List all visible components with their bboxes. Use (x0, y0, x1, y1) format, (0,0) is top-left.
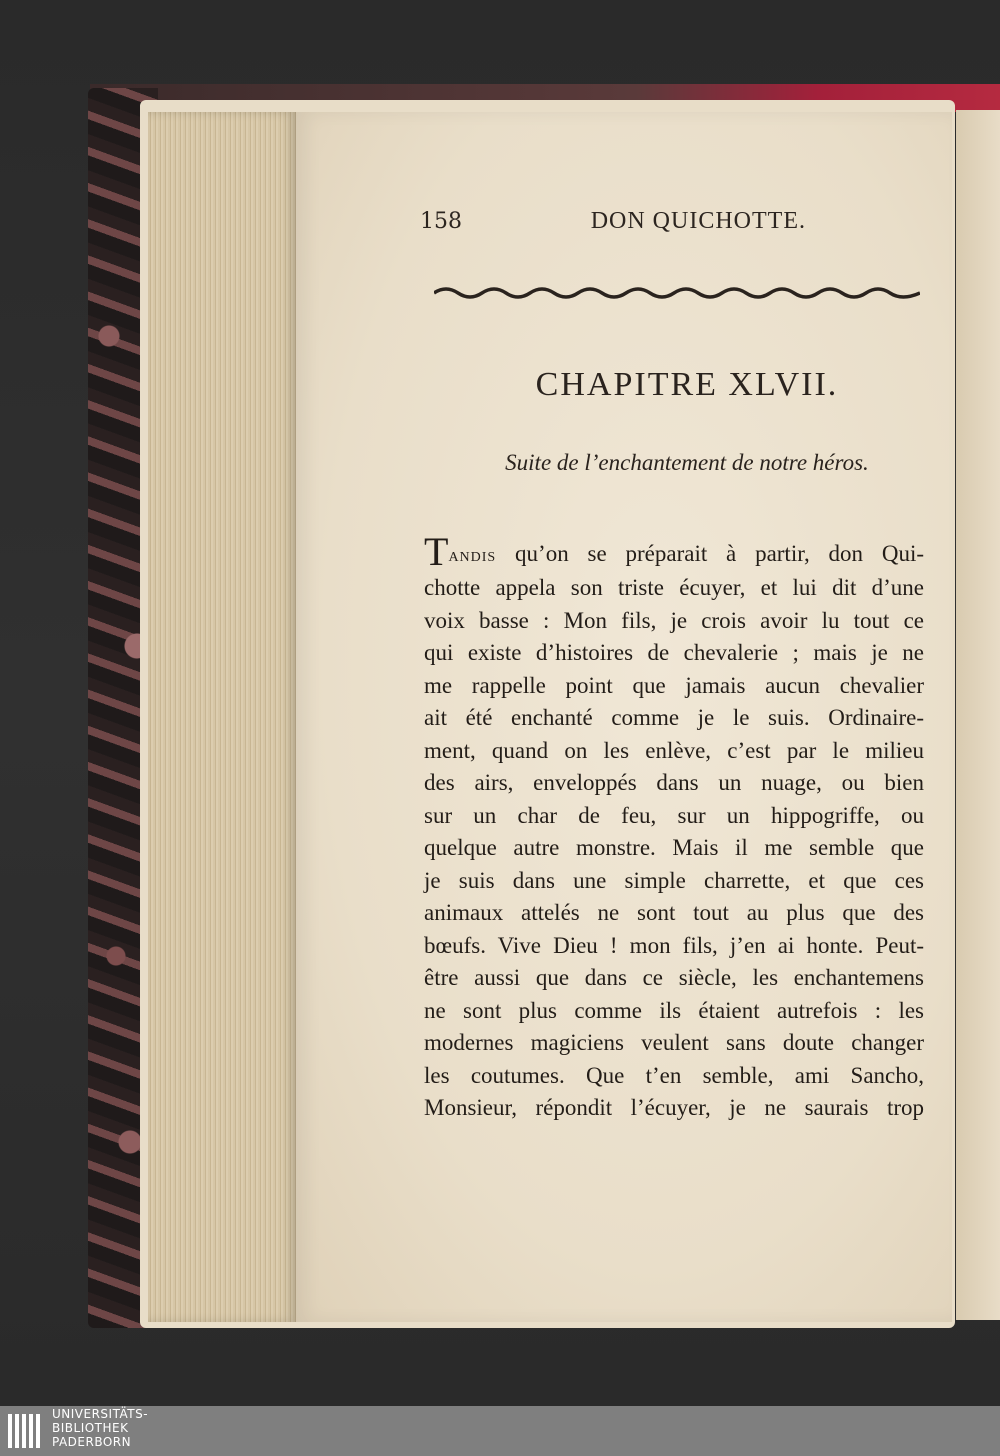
text-line: chotte appela son triste écuyer, et lui dit d’une (424, 575, 924, 600)
text-line: ait été enchanté comme je le suis. Ordinaire- (424, 705, 924, 730)
text-line: ment, quand on les enlève, c’est par le milieu (424, 737, 924, 763)
running-title: DON QUICHOTTE. (590, 208, 806, 234)
ornamental-rule (434, 285, 920, 299)
text-line: je suis dans une simple charrette, et que ces (424, 867, 924, 893)
library-name-line: BIBLIOTHEK (52, 1421, 129, 1435)
text-line: animaux attelés ne sont tout au plus que des (424, 900, 924, 925)
text-line: être aussi que dans ce siècle, les enchantemens (424, 965, 924, 990)
library-name-line: UNIVERSITÄTS- (52, 1407, 149, 1421)
running-head (420, 208, 810, 242)
text-line: sur un char de feu, sur un hippogriffe, ou (424, 802, 924, 828)
text-line: qui existe d’histoires de chevalerie ; mais je ne (424, 640, 924, 665)
first-line-text: qu’on se préparait à partir, don Qui- (496, 541, 924, 566)
library-logo-icon (6, 1408, 46, 1454)
body-text (424, 529, 924, 1125)
footer-bar (0, 1406, 1000, 1456)
page-number: 158 (420, 209, 462, 234)
drop-letter: T (424, 529, 449, 574)
text-line: Monsieur, répondit l’écuyer, je ne saurais trop (424, 1095, 924, 1120)
text-line: bœufs. Vive Dieu ! mon fils, j’en ai honte. Peut- (424, 932, 924, 958)
text-line: voix basse : Mon fils, je crois avoir lu tout ce (424, 607, 924, 633)
text-line-first (424, 529, 924, 574)
text-line: modernes magiciens veulent sans doute changer (424, 1030, 924, 1055)
text-line: les coutumes. Que t’en semble, ami Sancho, (424, 1062, 924, 1088)
library-name-line: PADERBORN (52, 1435, 132, 1449)
text-line: me rappelle point que jamais aucun chevalier (424, 672, 924, 698)
text-line: ne sont plus comme ils étaient autrefois : les (424, 997, 924, 1023)
small-caps-word: andis (448, 544, 497, 566)
text-line: des airs, enveloppés dans un nuage, ou bien (424, 770, 924, 795)
chapter-subtitle: Suite de l’enchantement de notre héros. (505, 450, 869, 475)
chapter-heading: CHAPITRE XLVII. (535, 366, 839, 403)
text-line: quelque autre monstre. Mais il me semble que (424, 835, 924, 860)
facing-page-edge (956, 110, 1000, 1320)
library-name (52, 1407, 148, 1449)
page-edges (148, 112, 296, 1322)
